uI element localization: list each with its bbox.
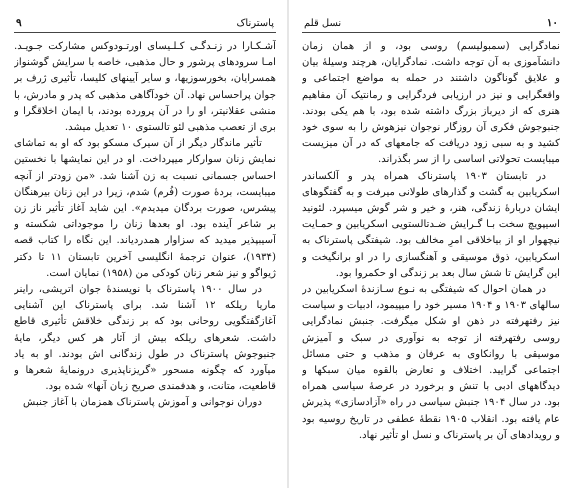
left-page-body bbox=[14, 39, 276, 412]
paragraph: دوران نوجوانی و آموزش پاسترناک همزمان با آغاز جنبش bbox=[23, 397, 262, 409]
running-title: نسل قلم bbox=[304, 17, 342, 29]
paragraph: آشـکـارا در زنـدگـی کـلـیسای اورتـودوکس مشارکت جـویـد. امـا سرودهای پرشور و حال مذهبی، خاصه با سرایش گوشنواز همسرایان، بخورسوزیها، و سایر آیینهای کلیسا، تأثیری ژرف بر جوان پراحساس نهاد. آن خودآگاهی مذهبی که پدر و مادرش، با منشی عقلانیتر، او را در آن پرورده بودند، با ایمان اخلاقگرا و بری از تعصب مذهبی لئو تالستوی ۱۰ تعدیل میشد. bbox=[14, 41, 276, 134]
book-gutter bbox=[287, 0, 289, 488]
right-page-body bbox=[302, 39, 560, 444]
right-page bbox=[302, 14, 560, 484]
paragraph: در همان احوال که شیفتگی به نـوع سـازندهٔ اسکریابین در سالهای ۱۹۰۳ و ۱۹۰۴ مسیر خود را میپیمود، ادبیات و سیاست نیز رفتهرفته در ذهن او شکل میگرفت. جنبش نمادگرایی روسی رفتهرفته از توجه به نوآوری در سبک و آمیزش موسیقی با روانکاوی به عرفان و مذهب و حتی مسائل اجتماعی گرایید. اختلاف و تعارض بالقوه میان سبکها و دیدگاههای ادبی با تنش و برخورد در عرصهٔ سیاسی همراه بود. در سال ۱۹۰۴ جنبش سیاسی در راه «آزادسازی» پذیرش عام یافته بود. انقلاب ۱۹۰۵ نقطهٔ عطفی در تاریخ روسیه بود و رویدادهای آن بر پاسترناک و نسل او تأثیر نهاد. bbox=[302, 284, 560, 441]
left-page-header bbox=[14, 14, 276, 33]
left-page bbox=[14, 14, 276, 484]
running-title: پاسترناک bbox=[236, 17, 274, 29]
right-page-header bbox=[302, 14, 560, 33]
paragraph: تأثیر ماندگار دیگر از آن سیرک مسکو بود که او به تماشای نمایش زنان سوارکار میپرداخت. او در این نمایشها با نخستین احساس جسمانی نسبت به زن آشنا شد. «من زودتر از آنچه میبایست، بردهٔ صورت (فُرم) شدم، زیرا در این زنان بیرهنگان پیشرس، صورت بردگان میدیدم». این شاید آغاز تأثیر ناز زن بر شاعر آینده بود. او بعدها زنان را موجوداتی شکسته و آسیبپذیر میدید که سزاوار همدردیاند. این نگاه را کتاب قصه (۱۹۳۴)، عنوان ترجمهٔ انگلیسی آخرین تابستان ۱۱ تا دکتر ژیواگو و نیز شعر زنان کودکی من (۱۹۵۸) نمایان است. bbox=[14, 138, 276, 279]
page-number: ۹ bbox=[16, 17, 22, 29]
paragraph: نمادگرایی (سمبولیسم) روسی بود، و از همان زمان دانشآموزی به آن توجه داشت. نمادگرایان، هرچند وسیلهٔ بیان و علایق گوناگون داشتند در حمله به مواضع اجتماعی و واقعگرایی و نیز در ارزیابی فردگرایی و رمانتیک آن مفاهیم هنری که از دیرباز بزرگ داشته شده بود، با هم یکی بودند. جنبوجوش فکری آن روزگار نوجوان نیزهوش را به سوی خود کشید و به سبی زود دریافت که جامعهای که در آن میزیست میبایست تحولاتی اساسی را از سر بگذراند. bbox=[302, 41, 560, 166]
paragraph: در تابستان ۱۹۰۳ پاسترناک همراه پدر و آلکساندر اسکریابین به گشت و گذارهای طولانی میرفت و به گفتگوهای ایشان دربارهٔ زندگی، هنر، و خیر و شر گوش میسپرد. لئونید اسیپویچ سخت بـا گـرایش ضـدتالستویی اسکریابین و حمـایت نیچهوار او از بیاخلاقی امرِ مخالف بود. شیفتگی پاسترناک به اسکریابین، ذوق موسیقی و آهنگسازی را در او برانگیخت و این گرایش تا شش سال بعد بر زندگی او حکمروا بود. bbox=[302, 170, 560, 279]
paragraph: در سال ۱۹۰۰ پاسترناک با نویسندهٔ جوان اتریشی، راینر ماریا ریلکه ۱۲ آشنا شد. برای پاسترناک این آشنایی آغازگفتگویی روحانی بود که بر زندگی خلاقش تأثیری قاطع داشت. شعرهای ریلکه بیش از آثار هر کس دیگر، مایهٔ جنبوجوش پاسترناک در طول زندگانی اش بودند. او به یاد میآورد که چگونه مسحور «گریزناپذیری درونمایهٔ شعرها و قاطعیت، متانت، و هدفمندی صریح زبان آنها» شده بود. bbox=[14, 284, 276, 393]
page-number: ۱۰ bbox=[546, 17, 558, 29]
